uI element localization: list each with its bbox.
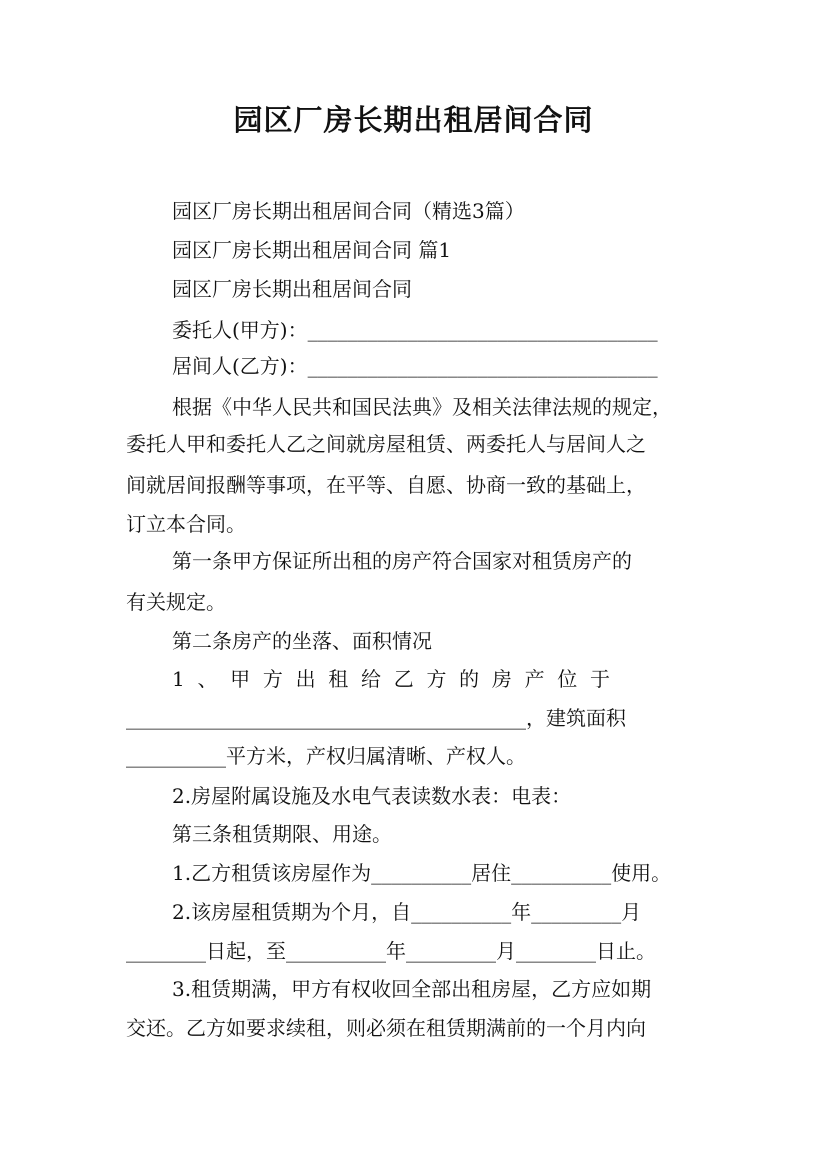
article-1-line: 有关规定。	[126, 590, 226, 614]
article-3-item-1: 1.乙方租赁该房屋作为__________居住__________使用。	[172, 861, 672, 885]
article-3-item-3-cont: 交还。乙方如要求续租，则必须在租赁期满前的一个月内向	[126, 1016, 646, 1040]
article-3-heading: 第三条租赁期限、用途。	[172, 822, 392, 846]
paragraph-line: 根据《中华人民共和国民法典》及相关法律法规的规定，	[172, 395, 672, 419]
paragraph-line: 间就居间报酬等事项，在平等、自愿、协商一致的基础上，	[126, 473, 646, 497]
article-2-item-1-cont: ________________________________________，建筑面积	[126, 706, 626, 730]
article-3-item-3: 3.租赁期满，甲方有权收回全部出租房屋，乙方应如期	[172, 977, 652, 1001]
article-1-line: 第一条甲方保证所出租的房产符合国家对租赁房产的	[172, 549, 632, 573]
paragraph-line: 委托人甲和委托人乙之间就房屋租赁、两委托人与居间人之	[126, 432, 646, 456]
party-b-line: 居间人(乙方)：___________________________________	[172, 354, 658, 378]
party-a-line: 委托人(甲方)：___________________________________	[172, 318, 658, 342]
article-2-item-1: 1 、 甲 方 出 租 给 乙 方 的 房 产 位 于	[172, 667, 611, 691]
section-heading: 园区厂房长期出租居间合同 篇1	[172, 238, 452, 262]
article-3-item-2: 2.该房屋租赁期为个月，自__________年_________月	[172, 900, 642, 924]
document-title: 园区厂房长期出租居间合同	[233, 103, 594, 137]
contract-name: 园区厂房长期出租居间合同	[172, 277, 412, 301]
article-2-heading: 第二条房产的坐落、面积情况	[172, 629, 432, 653]
subtitle-line: 园区厂房长期出租居间合同（精选3篇）	[172, 199, 525, 223]
paragraph-line: 订立本合同。	[126, 512, 246, 536]
article-3-item-2-cont: ________日起，至__________年_________月________日止。	[126, 939, 656, 963]
article-2-item-1-cont: __________平方米，产权归属清晰、产权人。	[126, 744, 526, 768]
article-2-item-2: 2.房屋附属设施及水电气表读数水表：电表：	[172, 784, 572, 808]
